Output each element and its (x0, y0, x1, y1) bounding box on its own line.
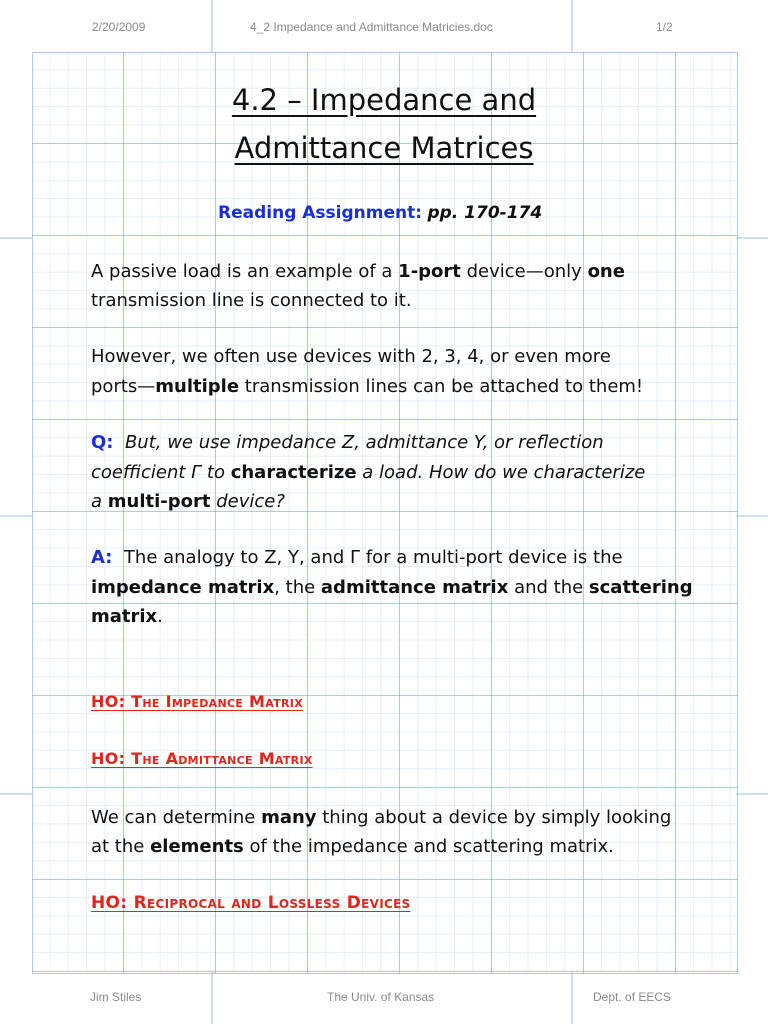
text-bold: characterize (230, 462, 357, 483)
text: and the (508, 577, 589, 598)
footer-author: Jim Stiles (90, 990, 142, 1004)
text: of the impedance and scattering matrix. (243, 836, 614, 857)
text: device? (210, 491, 285, 512)
text-bold: one (587, 261, 625, 282)
text: ports— (91, 376, 156, 397)
text: coefficient Γ to (91, 462, 231, 483)
text-bold: matrix (91, 606, 158, 627)
text: The analogy to Z, Y, and Γ for a multi-port device is the (123, 547, 623, 568)
text: a (91, 491, 108, 512)
answer-line-2 (91, 577, 693, 599)
text-bold: impedance matrix (91, 577, 275, 598)
footer-university: The Univ. of Kansas (327, 990, 435, 1004)
text-bold: multiple (155, 376, 240, 397)
text-bold: 1-port (398, 261, 461, 282)
header-date: 2/20/2009 (92, 20, 146, 34)
paragraph-3-line-1 (91, 807, 671, 829)
reading-assignment-label: Reading Assignment: (218, 203, 423, 223)
text: . (157, 606, 163, 627)
answer-line-3 (91, 606, 163, 628)
header-filename: 4_2 Impedance and Admittance Matricies.doc (250, 20, 493, 34)
paragraph-1-line-2: transmission line is connected to it. (91, 290, 412, 311)
header-page-number: 1/2 (656, 20, 673, 34)
text: device—only (460, 261, 588, 282)
paragraph-1-line-1 (91, 261, 625, 283)
text: , the (274, 577, 321, 598)
reading-assignment-pages: pp. 170-174 (427, 203, 543, 223)
text-bold: admittance matrix (320, 577, 509, 598)
text: at the (91, 836, 151, 857)
question-line-3 (91, 491, 285, 513)
paragraph-2-line-2 (91, 376, 643, 398)
text: a load. How do we characterize (356, 462, 646, 483)
link-impedance-matrix[interactable]: HO: The Impedance Matrix (91, 692, 303, 711)
link-admittance-matrix[interactable]: HO: The Admittance Matrix (91, 749, 313, 768)
text: But, we use impedance Z, admittance Y, or reflection (124, 432, 604, 453)
text-bold: scattering (588, 577, 693, 598)
link-reciprocal-lossless-devices[interactable]: HO: Reciprocal and Lossless Devices (91, 893, 411, 913)
text: We can determine (91, 807, 262, 828)
footer-department: Dept. of EECS (593, 990, 672, 1004)
text-bold: many (261, 807, 317, 828)
reading-assignment (218, 202, 542, 224)
text: thing about a device by simply looking (316, 807, 672, 828)
question-line-1 (91, 432, 604, 454)
question-line-2 (91, 462, 645, 484)
page-title-line-2: Admittance Matrices (234, 131, 534, 165)
text: transmission lines can be attached to them! (239, 376, 644, 397)
question-label: Q: (91, 432, 114, 453)
answer-label: A: (91, 547, 113, 568)
page-title-line-1: 4.2 – Impedance and (231, 83, 537, 117)
paragraph-3-line-2 (91, 836, 614, 858)
text: A passive load is an example of a (91, 261, 399, 282)
text-bold: elements (150, 836, 244, 857)
page-footer (0, 984, 768, 1008)
answer-line-1 (91, 547, 623, 569)
text-bold: multi-port (107, 491, 211, 512)
paragraph-2-line-1: However, we often use devices with 2, 3, 4, or even more (91, 346, 611, 367)
